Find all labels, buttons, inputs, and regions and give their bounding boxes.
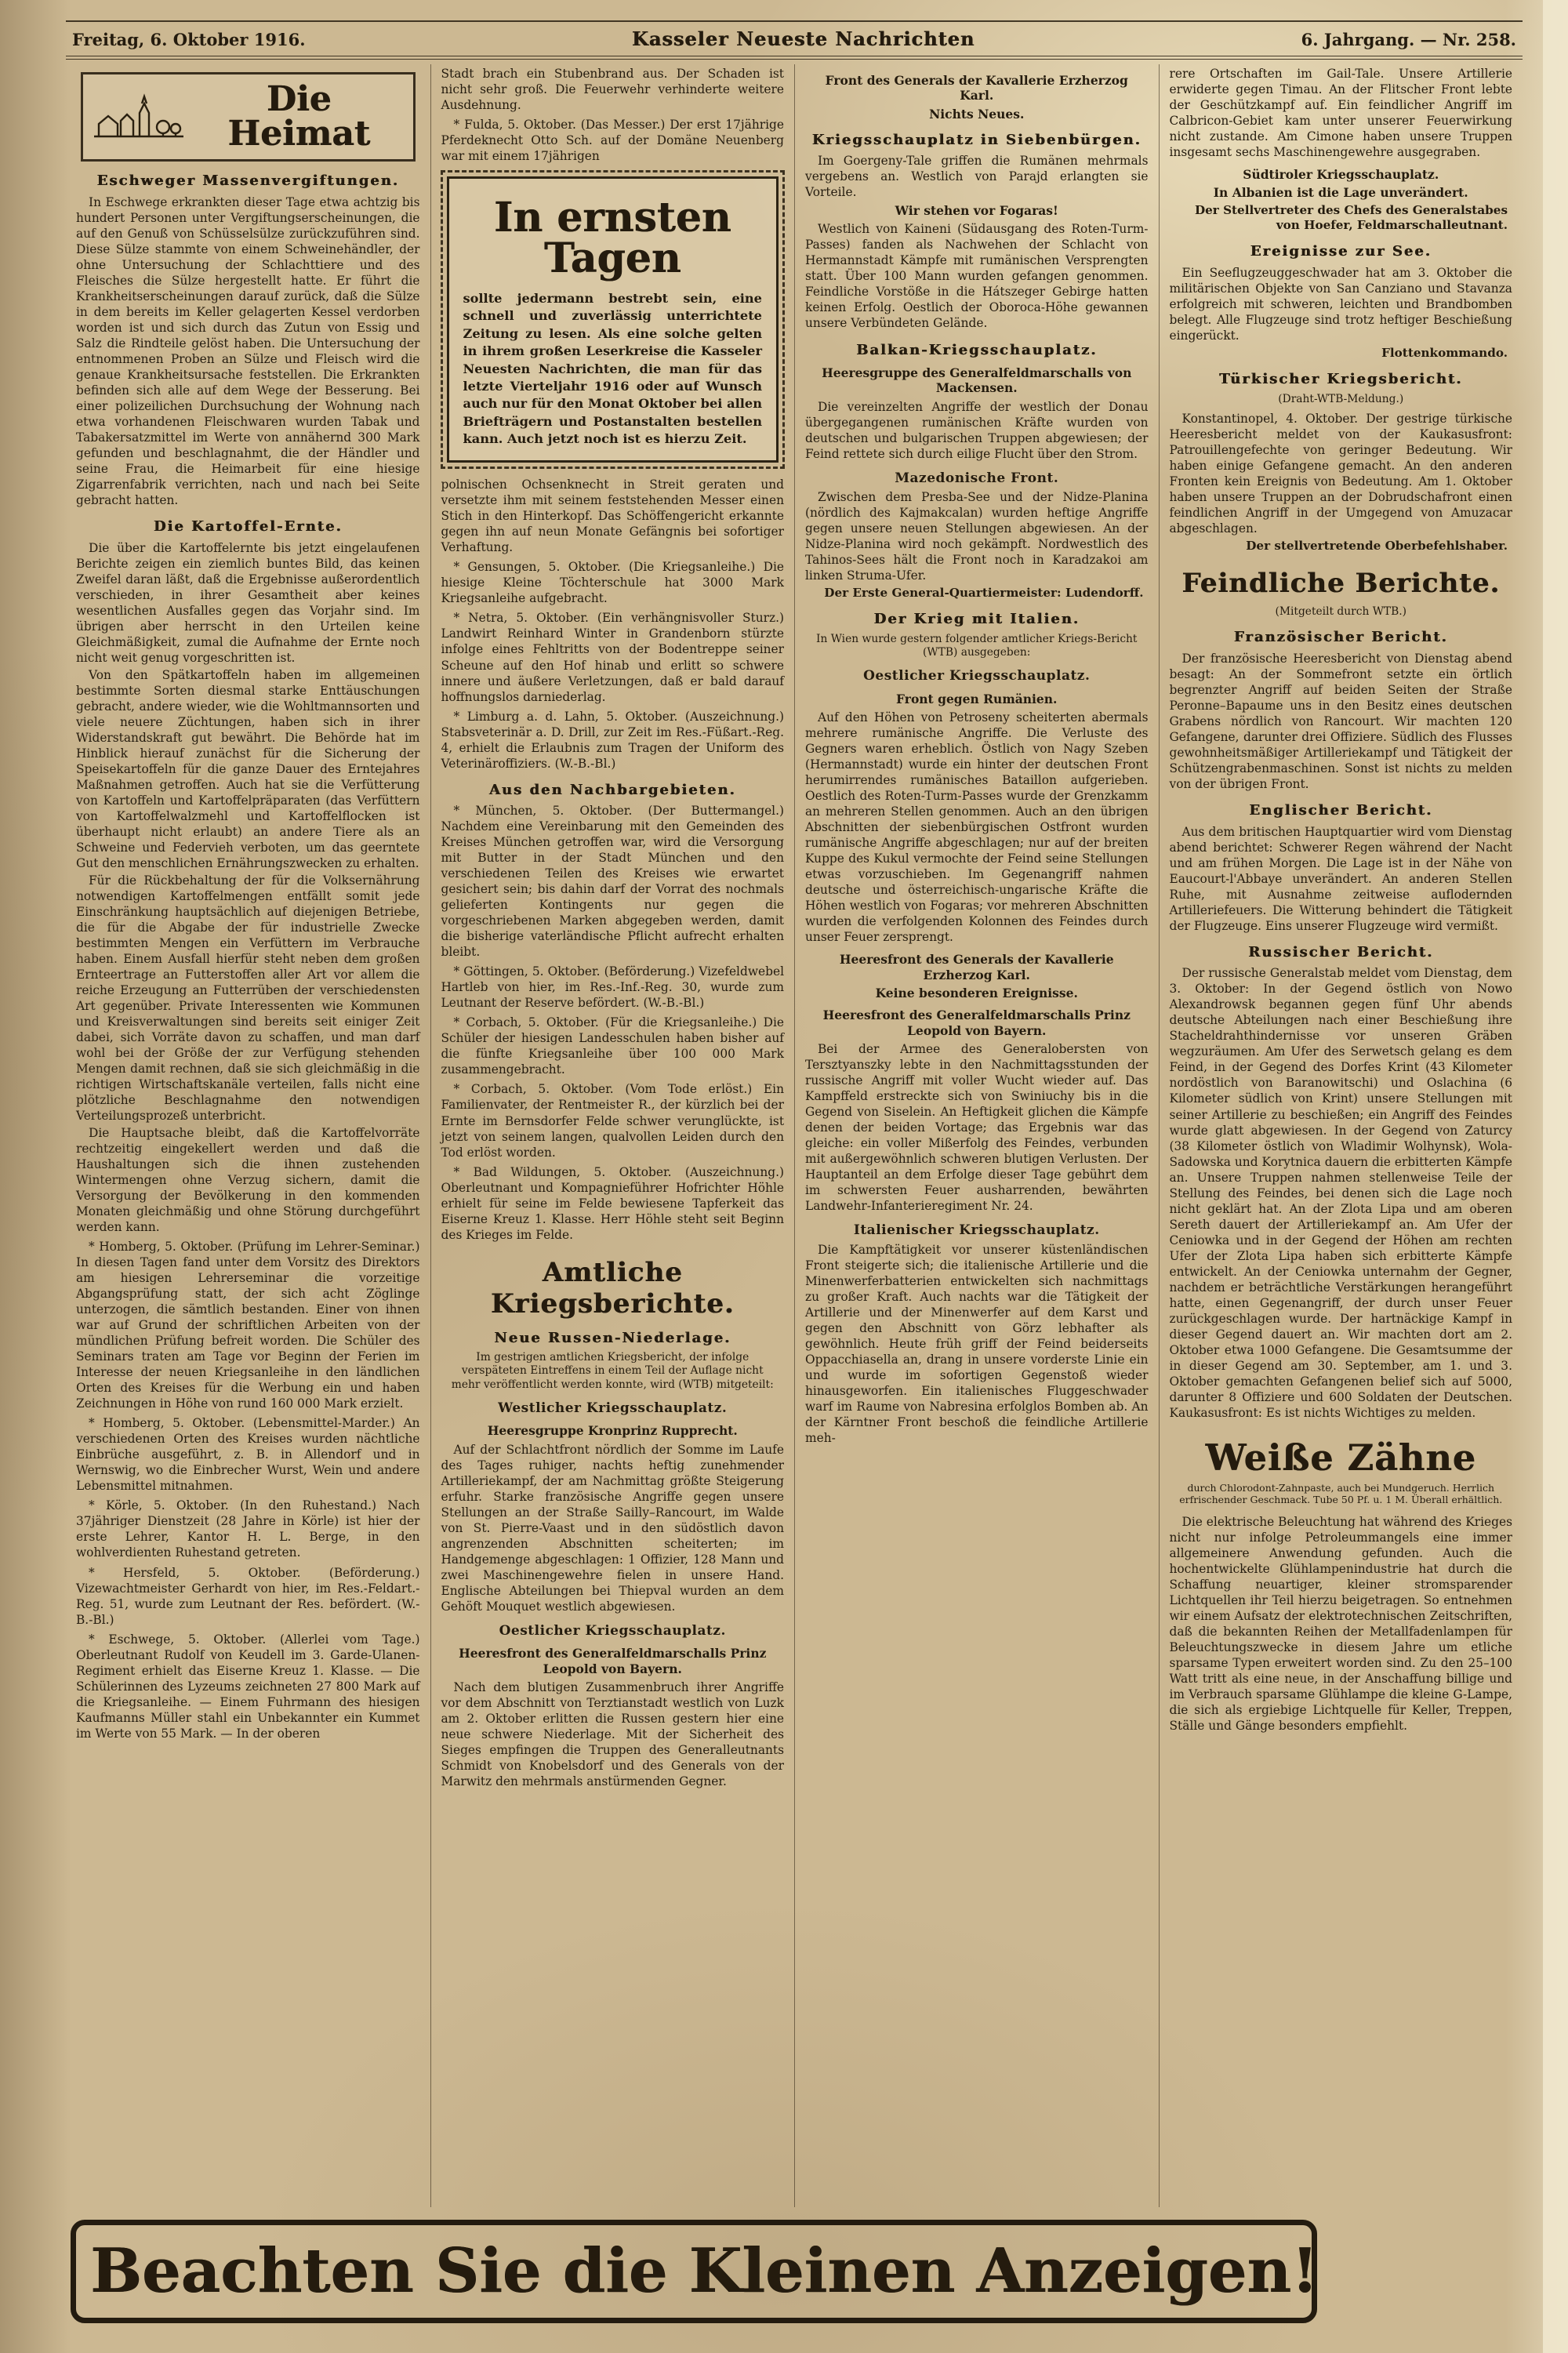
article-heading: Russischer Bericht. <box>1248 943 1434 960</box>
subscription-ad-body: sollte jedermann bestrebt sein, eine schnell und zuverlässig unterrichtete Zeitung zu lesen. Als eine solche gelten in ihrem großen Leserkreise die Kasseler Neuesten Nachrichten, die man für das letzte Vierteljahr 1916 oder auf Wunsch auch nur für den Monat Oktober bei allen Briefträgern und Postanstalten bestellen kann. Auch jetzt noch ist es hierzu Zeit. <box>463 291 762 446</box>
news-item: * Homberg, 5. Oktober. (Prüfung im Lehrer-Seminar.) In diesen Tagen fand unter dem Vorsitz des Direktors am hiesigen Lehrerseminar die vorzeitige Abgangsprüfung statt, der sich acht Zöglinge unterzogen, die sämtlich bestanden. Einer von ihnen war auf Grund der schriftlichen Arbeiten von der mündlichen Prüfung befreit worden. Die Schüler des Seminars traten am Tage vor Beginn der Ferien im Interesse der neuen Kriegsanleihe in den ländlichen Orten des Kreises für die Werbung ein und haben Zeichnungen in Höhe von rund 160 000 Mark erzielt. <box>76 1240 420 1411</box>
columns-area <box>66 64 1523 2207</box>
signature-line: Flottenkommando. <box>1381 346 1508 361</box>
editorial-note: In Wien wurde gestern folgender amtlicher Kriegs-Bericht (WTB) ausgegeben: <box>816 632 1138 659</box>
page-edge <box>1543 0 1568 2353</box>
army-group-heading: Front gegen Rumänien. <box>896 691 1058 706</box>
editorial-note: Im gestrigen amtlichen Kriegsbericht, der infolge verspäteten Eintreffens in einem Teil der Auflage nicht mehr veröffentlicht werden konnte, wird (WTB) mitgeteilt: <box>451 1351 774 1391</box>
signature-line: Der Stellvertreter des Chefs des Generalstabes von Hoefer, Feldmarschalleutnant. <box>1194 203 1508 233</box>
newspaper-title: Kasseler Neueste Nachrichten <box>631 27 975 50</box>
article-heading: Die Kartoffel-Ernte. <box>153 517 343 535</box>
news-item: * Gensungen, 5. Oktober. (Die Kriegsanleihe.) Die hiesige Kleine Töchterschule hat 3000 Mark Kriegsanleihe aufgebracht. <box>441 560 784 606</box>
section-display-heading: Amtliche Kriegsberichte. <box>490 1256 735 1320</box>
paragraph: Auf den Höhen von Petroseny scheiterten abermals mehrere rumänische Angriffe. Die Verluste des Gegners waren erheblich. Östlich von Nagy Szeben (Hermannstadt) wurde ein hinter der deutschen Front herumirrendes rumänisches Bataillon aufgerieben. Oestlich des Roten-Turm-Passes wurde der Grenzkamm an mehreren Stellen genommen. Auch an den übrigen Abschnitten der siebenbürgischen Ostfront wurden rumänische Angriffe abgeschlagen; nur auf der breiten Kuppe des Kukul vermochte der Feind seine Stellungen etwas vorzuschieben. Im Gegenangriff nahmen deutsche und österreichisch-ungarische Kräfte die Höhen westlich von Fogaras; vor mehreren Abschnitten wurden die verfolgenden Kolonnen des Feindes durch unser Feuer zersprengt. <box>805 710 1149 945</box>
column-3 <box>794 64 1159 2207</box>
article-heading: Ereignisse zur See. <box>1250 243 1432 260</box>
article-heading: Kriegsschauplatz in Siebenbürgen. <box>811 131 1142 148</box>
masthead-title: Die Heimat <box>227 79 371 154</box>
paragraph: Die Kampftätigkeit vor unserer küstenländischen Front steigerte sich; die italienische Artillerie und die Minenwerferbatterien entwickelten sich nachmittags zu großer Kraft. Auch nachts war die Tätigkeit der Artillerie und der Minenwerfer auf dem Karst und gegen den Abschnitt von Görz lebhafter als gewöhnlich. Heute früh griff der Feind beiderseits Oppacchiasella an, drang in unsere vorderste Linie ein und wurde im sofortigen Gegenstoß wieder hinausgeworfen. Ein italienisches Fluggeschwader warf im Raume von Nabresina erfolglos Bomben ab. An der Kärntner Front beschoß die feindliche Artillerie meh- <box>805 1242 1149 1445</box>
article-heading: Englischer Bericht. <box>1249 802 1433 819</box>
bottom-banner <box>71 2220 1317 2323</box>
news-item: * Eschwege, 5. Oktober. (Allerlei vom Tage.) Oberleutnant Rudolf von Keudell im 3. Garde-Ulanen-Regiment erhielt das Eiserne Kreuz 1. Klasse. — Die Schülerinnen des Lyzeums zeichneten 27 800 Mark auf die Kriegsanleihe. — Einem Fuhrmann des hiesigen Kaufmanns Müller stahl ein Unbekannter ein Kummet im Werte von 55 Mark. — In der oberen <box>76 1632 420 1741</box>
article-heading: Aus den Nachbargebieten. <box>488 781 736 798</box>
news-item: * Körle, 5. Oktober. (In den Ruhestand.) Nach 37jähriger Dienstzeit (28 Jahre in Körle) ist hier der erste Lehrer, Kantor H. L. Berge, in den wohlverdienten Ruhestand getreten. <box>76 1498 420 1560</box>
paragraph: Die elektrische Beleuchtung hat während des Krieges nicht nur infolge Petroleummangels eine immer allgemeinere Anwendung gefunden. Auch die hochentwickelte Glühlampenindustrie hat durch die Schaffung neuartiger, kleiner stromsparender Lichtquellen ihr Teil hierzu beigetragen. So entnehmen wir einem Aufsatz der elektrotechnischen Zeitschriften, daß die bekannten Reihen der Metallfadenlampen für Beleuchtungszwecke in diesem Jahre um etliche sparsame Typen erweitert worden sind. Zu den 25–100 Watt tritt als eine neue, in der Anschaffung billige und im Verbrauch sparsame Glühlampe die kleine G-Lampe, die sich als ergiebige Lichtquelle für Keller, Treppen, Ställe und Gänge besonders empfiehlt. <box>1169 1515 1512 1734</box>
village-illustration-icon <box>93 92 185 142</box>
news-item: * Netra, 5. Oktober. (Ein verhängnisvoller Sturz.) Landwirt Reinhard Winter in Grandenborn stürzte infolge eines Fehltritts von der Bodentreppe seiner Scheune auf den Hof hinab und erlitt so schwere innere und äußere Verletzungen, daß er bald darauf hoffnungslos darniederlag. <box>441 611 784 704</box>
heimat-masthead <box>81 72 416 162</box>
article-heading: Neue Russen-Niederlage. <box>494 1329 731 1346</box>
article-heading: Balkan-Kriegsschauplatz. <box>856 341 1098 358</box>
subscription-ad-title: In ernsten Tagen <box>493 194 731 283</box>
ad-headline: Weiße Zähne <box>1205 1436 1476 1479</box>
column-1 <box>66 64 430 2207</box>
paragraph: Für die Rückbehaltung der für die Volksernährung notwendigen Kartoffelmengen entfällt somit jede Einschränkung hauptsächlich auf diejenigen Betriebe, die für die Abgabe der für industrielle Zwecke bestimmten Mengen ein Verfüttern im Verbrauche haben. Einem Ausfall hierfür steht neben dem großen Ernteertrage an Futterstoffen aller Art vor allem die reiche Erzeugung an Futterrüben der verschiedensten Art gegenüber. Private Interessenten wie Kommunen und Kreisverwaltungen sind bereits seit einiger Zeit dabei, sich Vorräte davon zu schaffen, und man darf wohl bei der Größe der zur Verfügung stehenden Mengen damit rechnen, daß sie sich gleichmäßig in die richtigen Wirtschaftskanäle verteilen, falls nicht eine plötzliche Beschlagnahme den notwendigen Verteilungsprozeß unterbricht. <box>76 873 420 1124</box>
paragraph-continuation: rere Ortschaften im Gail-Tale. Unsere Artillerie erwiderte gegen Timau. An der Flitscher Front lebte der Geschützkampf auf. Ein feindlicher Angriff im Calbricon-Gebiet kam unter unserer Feuerwirkung nicht zustande. Am Cimone haben unsere Truppen insgesamt sechs Maschinengewehre ausgegraben. <box>1169 67 1512 160</box>
ad-caption: durch Chlorodont-Zahnpaste, auch bei Mundgeruch. Herrlich erfrischender Geschmack. Tube 50 Pf. u. 1 M. Überall erhältlich. <box>1179 1481 1503 1506</box>
army-group-heading: Heeresgruppe des Generalfeldmarschalls von Mackensen. <box>822 365 1132 396</box>
paragraph: Aus dem britischen Hauptquartier wird vom Dienstag abend berichtet: Schwerer Regen während der Nacht und am frühen Morgen. Die Lage ist in der Nähe von Eaucourt-l'Abbaye unverändert. An anderen Stellen Ruhe, mit Ausnahme zeitweise auflodernden Artilleriefeuers. Die Witterung behindert die Tätigkeit der Flugzeuge. Eins unserer Flugzeuge wird vermißt. <box>1169 824 1512 933</box>
paragraph: Der französische Heeresbericht von Dienstag abend besagt: An der Sommefront setzte ein örtlich begrenzter Angriff auf beiden Seiten der Straße Peronne–Bapaume uns in den Besitz eines deutschen Grabens nördlich von Rancourt. Wir machten 120 Gefangene, darunter drei Offiziere. Südlich des Flusses gewohnheitsmäßiger Artilleriekampf und Tätigkeit der Schützengrabenmaschinen. Sonst ist nichts zu melden von der übrigen Front. <box>1169 651 1512 792</box>
report-line: Nichts Neues. <box>929 106 1025 122</box>
signature-line: Der Erste General-Quartiermeister: Ludendorff. <box>824 586 1144 601</box>
column-2 <box>430 64 795 2207</box>
war-theater-heading: Westlicher Kriegsschauplatz. <box>498 1400 728 1416</box>
header-date: Freitag, 6. Oktober 1916. <box>72 30 306 49</box>
banner-text: Beachten Sie die Kleinen Anzeigen! <box>90 2235 1319 2307</box>
news-item: * Corbach, 5. Oktober. (Vom Tode erlöst.) Ein Familienvater, der Rentmeister R., der kürzlich bei der Ernte im Bernsdorfer Felde schwer verunglückte, ist jetzt von seinem langen, qualvollen Leiden durch den Tod erlöst worden. <box>441 1082 784 1160</box>
news-item: * Homberg, 5. Oktober. (Lebensmittel-Marder.) An verschiedenen Orten des Kreises wurden nächtliche Einbrüche ausgeführt, z. B. in Allendorf und in Wernswig, wo die Einbrecher Wurst, Wein und andere Lebensmittel mitnahmen. <box>76 1416 420 1494</box>
paragraph: Auf der Schlachtfront nördlich der Somme im Laufe des Tages ruhiger, nachts heftig zunehmender Artilleriekampf, der am Nachmittag größte Steigerung erfuhr. Starke französische Angriffe gegen unsere Stellungen an der Straße Sailly–Rancourt, im Walde von St. Pierre-Vaast und in den südöstlich davon angrenzenden Abschnitten scheiterten; im Handgemenge abgeschlagen: 1 Offizier, 128 Mann und zwei Maschinengewehre fielen in unsere Hand. Englische Abteilungen bei Thiepval wurden an dem Gehöft Mouquet westlich abgewiesen. <box>441 1442 784 1614</box>
article-heading: Der Krieg mit Italien. <box>873 611 1080 628</box>
article-heading: Französischer Bericht. <box>1233 629 1448 646</box>
paragraph: Im Goergeny-Tale griffen die Rumänen mehrmals vergebens an. Westlich von Parajd erlangten sie Vorteile. <box>805 154 1149 200</box>
report-line: Keine besonderen Ereignisse. <box>875 986 1078 1001</box>
news-item: * Göttingen, 5. Oktober. (Beförderung.) Vizefeldwebel Hartleb von hier, im Res.-Inf.-Reg. 30, wurde zum Leutnant der Reserve befördert. (W.-B.-Bl.) <box>441 964 784 1011</box>
paragraph: Nach dem blutigen Zusammenbruch ihrer Angriffe vor dem Abschnitt von Terztianstadt westlich von Luzk am 2. Oktober erlitten die Russen gestern hier eine neue schwere Niederlage. Mit der Sicherheit des Sieges empfingen die Truppen des Generalleutnants Schmidt von Knobelsdorf und des Generals von der Marwitz den mehrmals anstürmenden Gegner. <box>441 1680 784 1789</box>
editorial-note: (Mitgeteilt durch WTB.) <box>1275 605 1407 619</box>
war-theater-heading: Oestlicher Kriegsschauplatz. <box>499 1622 726 1639</box>
paragraph: Von den Spätkartoffeln haben im allgemeinen bestimmte Sorten diesmal starke Enttäuschungen gebracht, andere wieder, wie die Wohltmannsorten und viele neuere Züchtungen, haben sich in ihrer Widerstandskraft gut bewährt. Die Behörde hat im Hinblick hierauf zunächst für die Sicherung der Speisekartoffeln für die ganze Dauer des Erntejahres Maßnahmen getroffen. Auch hat sie die Verfütterung von Kartoffeln und Kartoffelpräparaten (das Verfüttern von Kartoffelwalzmehl und Kartoffelflocken ist überhaupt nicht erlaubt) an andere Tiere als an Schweine und Federvieh verboten, um das geerntete Gut den menschlichen Ernährungszwecken zu erhalten. <box>76 667 420 870</box>
page-header <box>66 20 1523 56</box>
war-theater-heading: Oestlicher Kriegsschauplatz. <box>863 668 1091 684</box>
column-4 <box>1159 64 1523 2207</box>
report-line: Wir stehen vor Fogaras! <box>895 203 1058 219</box>
header-issue: 6. Jahrgang. — Nr. 258. <box>1301 30 1516 49</box>
army-group-heading: Heeresfront des Generals der Kavallerie Erzherzog Karl. <box>839 952 1114 982</box>
report-line: In Albanien ist die Lage unverändert. <box>1213 185 1468 201</box>
paragraph: Bei der Armee des Generalobersten von Tersztyanszky lebte in den Nachmittagsstunden der russische Angriff mit voller Wucht wieder auf. Das Kampffeld erstreckte sich von Swiniuchy bis in die Gegend von Siselein. An Heftigkeit glichen die Kämpfe denen der beiden Vortage; das Ergebnis war das gleiche: ein voller Mißerfolg des Feindes, verbunden mit außergewöhnlich schweren blutigen Verlusten. Der Hauptanteil an dem Erfolge dieser Tage gebührt dem im schwersten Feuer ausharrenden, bewährten Landwehr-Infanterieregiment Nr. 24. <box>805 1041 1149 1214</box>
paragraph: Die vereinzelten Angriffe der westlich der Donau übergegangenen rumänischen Kräfte wurden von deutschen und bulgarischen Truppen abgewiesen; der Feind rettete sich durch eilige Flucht über den Strom. <box>805 399 1149 461</box>
subscription-ad-box <box>447 176 779 463</box>
section-display-heading: Feindliche Berichte. <box>1181 568 1501 600</box>
paragraph: Westlich von Kaineni (Südausgang des Roten-Turm-Passes) fanden als Nachwehen der Schlacht von Hermannstadt Kämpfe mit rumänischen Versprengten statt. Über 100 Mann wurden gefangen genommen. Feindliche Vorstöße in die Hátszeger Gebirge hatten keinen Erfolg. Oestlich der Oboroca-Höhe gewannen unsere Verbündeten Gelände. <box>805 222 1149 331</box>
news-item: * Hersfeld, 5. Oktober. (Beförderung.) Vizewachtmeister Gerhardt von hier, im Res.-Feldart.-Reg. 51, wurde zum Leutnant der Res. befördert. (W.-B.-Bl.) <box>76 1565 420 1627</box>
editorial-note: (Draht-WTB-Meldung.) <box>1278 392 1404 405</box>
news-item: * Corbach, 5. Oktober. (Für die Kriegsanleihe.) Die Schüler der hiesigen Landesschulen haben bisher auf die fünfte Kriegsanleihe über 100 000 Mark zusammengebracht. <box>441 1015 784 1077</box>
paragraph: In Eschwege erkrankten dieser Tage etwa achtzig bis hundert Personen unter Vergiftungserscheinungen, die auf den Genuß von Schüsselsülze zurückzuführen sind. Diese Sülze stammte von einem Schweinehändler, der ohne Untersuchung der Schlachttiere und des Fleisches die Sülze hergestellt hatte. Er führt die Krankheitserscheinungen darauf zurück, daß die Sülze in dem bereits im Keller gelagerten Kessel verdorben worden ist und sich durch das Zutun von Essig und Salz die Rindteile gelöst haben. Die Untersuchung der entnommenen Proben an Sülze und Fleisch wird die genaue Krankheitsursache feststellen. Die Erkrankten befinden sich alle auf dem Wege der Besserung. Bei einer polizeilichen Durchsuchung der Wohnung nach etwa vorhandenen Fleischwaren wurden Tabak und Tabakersatzmittel im Werte von annähernd 300 Mark gefunden und beschlagnahmt, die der Händler und seine Frau, die Heimarbeit für eine hiesige Zigarrenfabrik verrichten, nach und nach bei Seite gebracht hatten. <box>76 194 420 507</box>
paragraph-continuation: Stadt brach ein Stubenbrand aus. Der Schaden ist nicht sehr groß. Die Feuerwehr verhinderte weitere Ausdehnung. <box>441 67 784 113</box>
army-group-heading: Front des Generals der Kavallerie Erzherzog Karl. <box>825 73 1128 103</box>
paragraph: Der russische Generalstab meldet vom Dienstag, dem 3. Oktober: In der Gegend östlich von Nowo Alexandrowsk begannen gegen fünf Uhr abends deutsche Abteilungen nach einer Beschießung ihre Stacheldrahthindernisse vor unseren Gräben wegzuräumen. Am Ufer des Serwetsch gelang es dem Feind, in der Gegend des Dorfes Krint (43 Kilometer nordöstlich von Baranowitschi) und Oslachina (6 Kilometer südlich von Krint) unsere Stellungen mit seiner Artillerie zu beschießen; ein Angriff des Feindes wurde glatt abgewiesen. In der Gegend von Zaturcy (38 Kilometer östlich von Wladimir Wolhynsk), Wola-Sadowska und Korytnica dauern die erbitterten Kämpfe an. Unsere Truppen nahmen stellenweise Teile der Stellung des Feindes, bei denen sich die Lage noch nicht geklärt hat. An der Zlota Lipa und am oberen Sereth dauert der Artilleriekampf an. Am Ufer der Ceniowka und in der Gegend der Höhen am rechten Ufer der Zlota Lipa haben sich erbitterte Kämpfe entwickelt. An der Ceniowka unternahm der Gegner, nachdem er beträchtliche Verstärkungen herangeführt hatte, einen Gegenangriff, der durch unser Feuer zurückgeschlagen wurde. Der hartnäckige Kampf in dieser Gegend dauert an. Wir machten dort am 2. Oktober etwa 1000 Gefangene. Die Gesamtsumme der in dieser Gegend am 30. September, am 1. und 3. Oktober gemachten Gefangenen belief sich auf 5000, darunter 8 Offiziere und 600 Soldaten der Deutschen. Kaukasusfront: Es ist nichts Wichtiges zu melden. <box>1169 966 1512 1420</box>
paragraph: Die Hauptsache bleibt, daß die Kartoffelvorräte rechtzeitig eingekellert werden und daß die Haushaltungen sich die ihnen zustehenden Wintermengen ohne Verzug sichern, damit die Versorgung der Bevölkerung in den kommenden Monaten gleichmäßig und ohne Störung durchgeführt werden kann. <box>76 1126 420 1235</box>
paragraph: Die über die Kartoffelernte bis jetzt eingelaufenen Berichte zeigen ein ziemlich buntes Bild, das keinen Zweifel daran läßt, daß die Ergebnisse außerordentlich verschieden, in ihrer Gesamtheit aber keines wesentlichen Ausfalles gegen das Vorjahr sind. Im übrigen aber herrscht in den Urteilen keine Gleichmäßigkeit, zumal die Aufnahme der Ernte noch nicht weit genug vorgeschritten ist. <box>76 540 420 665</box>
paragraph: Konstantinopel, 4. Oktober. Der gestrige türkische Heeresbericht meldet von der Kaukasusfront: Patrouillengefechte von geringer Bedeutung. Wir haben einige Gefangene gemacht. An den anderen Fronten kein Ereignis von Bedeutung. Am 1. Oktober haben unsere Truppen an der Dobrudschafront einen feindlichen Angriff in der Umgegend von Amuzacar abgeschlagen. <box>1169 411 1512 536</box>
news-item: * Fulda, 5. Oktober. (Das Messer.) Der erst 17jährige Pferdeknecht Otto Sch. auf der Domäne Neuenberg war mit einem 17jährigen <box>441 118 784 164</box>
army-group-heading: Heeresgruppe Kronprinz Rupprecht. <box>487 1423 738 1439</box>
signature-line: Der stellvertretende Oberbefehlshaber. <box>1246 539 1508 554</box>
war-theater-heading: Italienischer Kriegsschauplatz. <box>853 1222 1100 1239</box>
article-heading: Eschweger Massenvergiftungen. <box>96 172 399 189</box>
paragraph: Zwischen dem Presba-See und der Nidze-Planina (nördlich des Kajmakcalan) wurden heftige Angriffe gegen unsere neuen Stellungen abgewiesen. An der Nidze-Planina wird noch gekämpft. Nordwestlich des Tahinos-Sees hält die Front noch in Karadzakoi am linken Struma-Ufer. <box>805 490 1149 583</box>
army-group-heading: Heeresfront des Generalfeldmarschalls Prinz Leopold von Bayern. <box>459 1646 767 1676</box>
war-theater-heading: Mazedonische Front. <box>895 470 1059 486</box>
paragraph-continuation: polnischen Ochsenknecht in Streit geraten und versetzte ihm mit seinem feststehenden Messer einen Stich in den Hinterkopf. Das Schöffengericht erkannte gegen ihn auf neun Monate Gefängnis bei sofortiger Verhaftung. <box>441 477 784 555</box>
army-group-heading: Heeresfront des Generalfeldmarschalls Prinz Leopold von Bayern. <box>822 1008 1131 1038</box>
news-item: * Limburg a. d. Lahn, 5. Oktober. (Auszeichnung.) Stabsveterinär a. D. Drill, zur Zeit im Res.-Füßart.-Reg. 4, erhielt die Erlaubnis zum Tragen der Uniform des Veterinäroffiziers. (W.-B.-Bl.) <box>441 709 784 771</box>
news-item: * München, 5. Oktober. (Der Buttermangel.) Nachdem eine Vereinbarung mit den Gemeinden des Kreises München getroffen war, wird die Versorgung mit Butter in der Stadt München und den verschiedenen Teilen des Kreises wie erwartet gesichert sein; bis dahin darf der Vorrat des nochmals gelieferten Kontingents nur gegen die vorgeschriebenen Marken abgegeben werden, damit die bisherige vaterländische Pflicht aufrecht erhalten bleibt. <box>441 804 784 960</box>
article-heading: Türkischer Kriegsbericht. <box>1219 371 1463 388</box>
army-group-heading: Südtiroler Kriegsschauplatz. <box>1243 167 1439 183</box>
news-item: * Bad Wildungen, 5. Oktober. (Auszeichnung.) Oberleutnant und Kompagnieführer Hofrichter Höhle erhielt für seine im Felde bewiesene Tapferkeit das Eiserne Kreuz 1. Klasse. Herr Höhle steht seit Beginn des Krieges im Felde. <box>441 1164 784 1242</box>
paragraph: Ein Seeflugzeuggeschwader hat am 3. Oktober die militärischen Objekte von San Canziano und Stavanza erfolgreich mit schweren, leichten und Brandbomben belegt. Alle Flugzeuge sind trotz heftiger Beschießung eingerückt. <box>1169 266 1512 343</box>
